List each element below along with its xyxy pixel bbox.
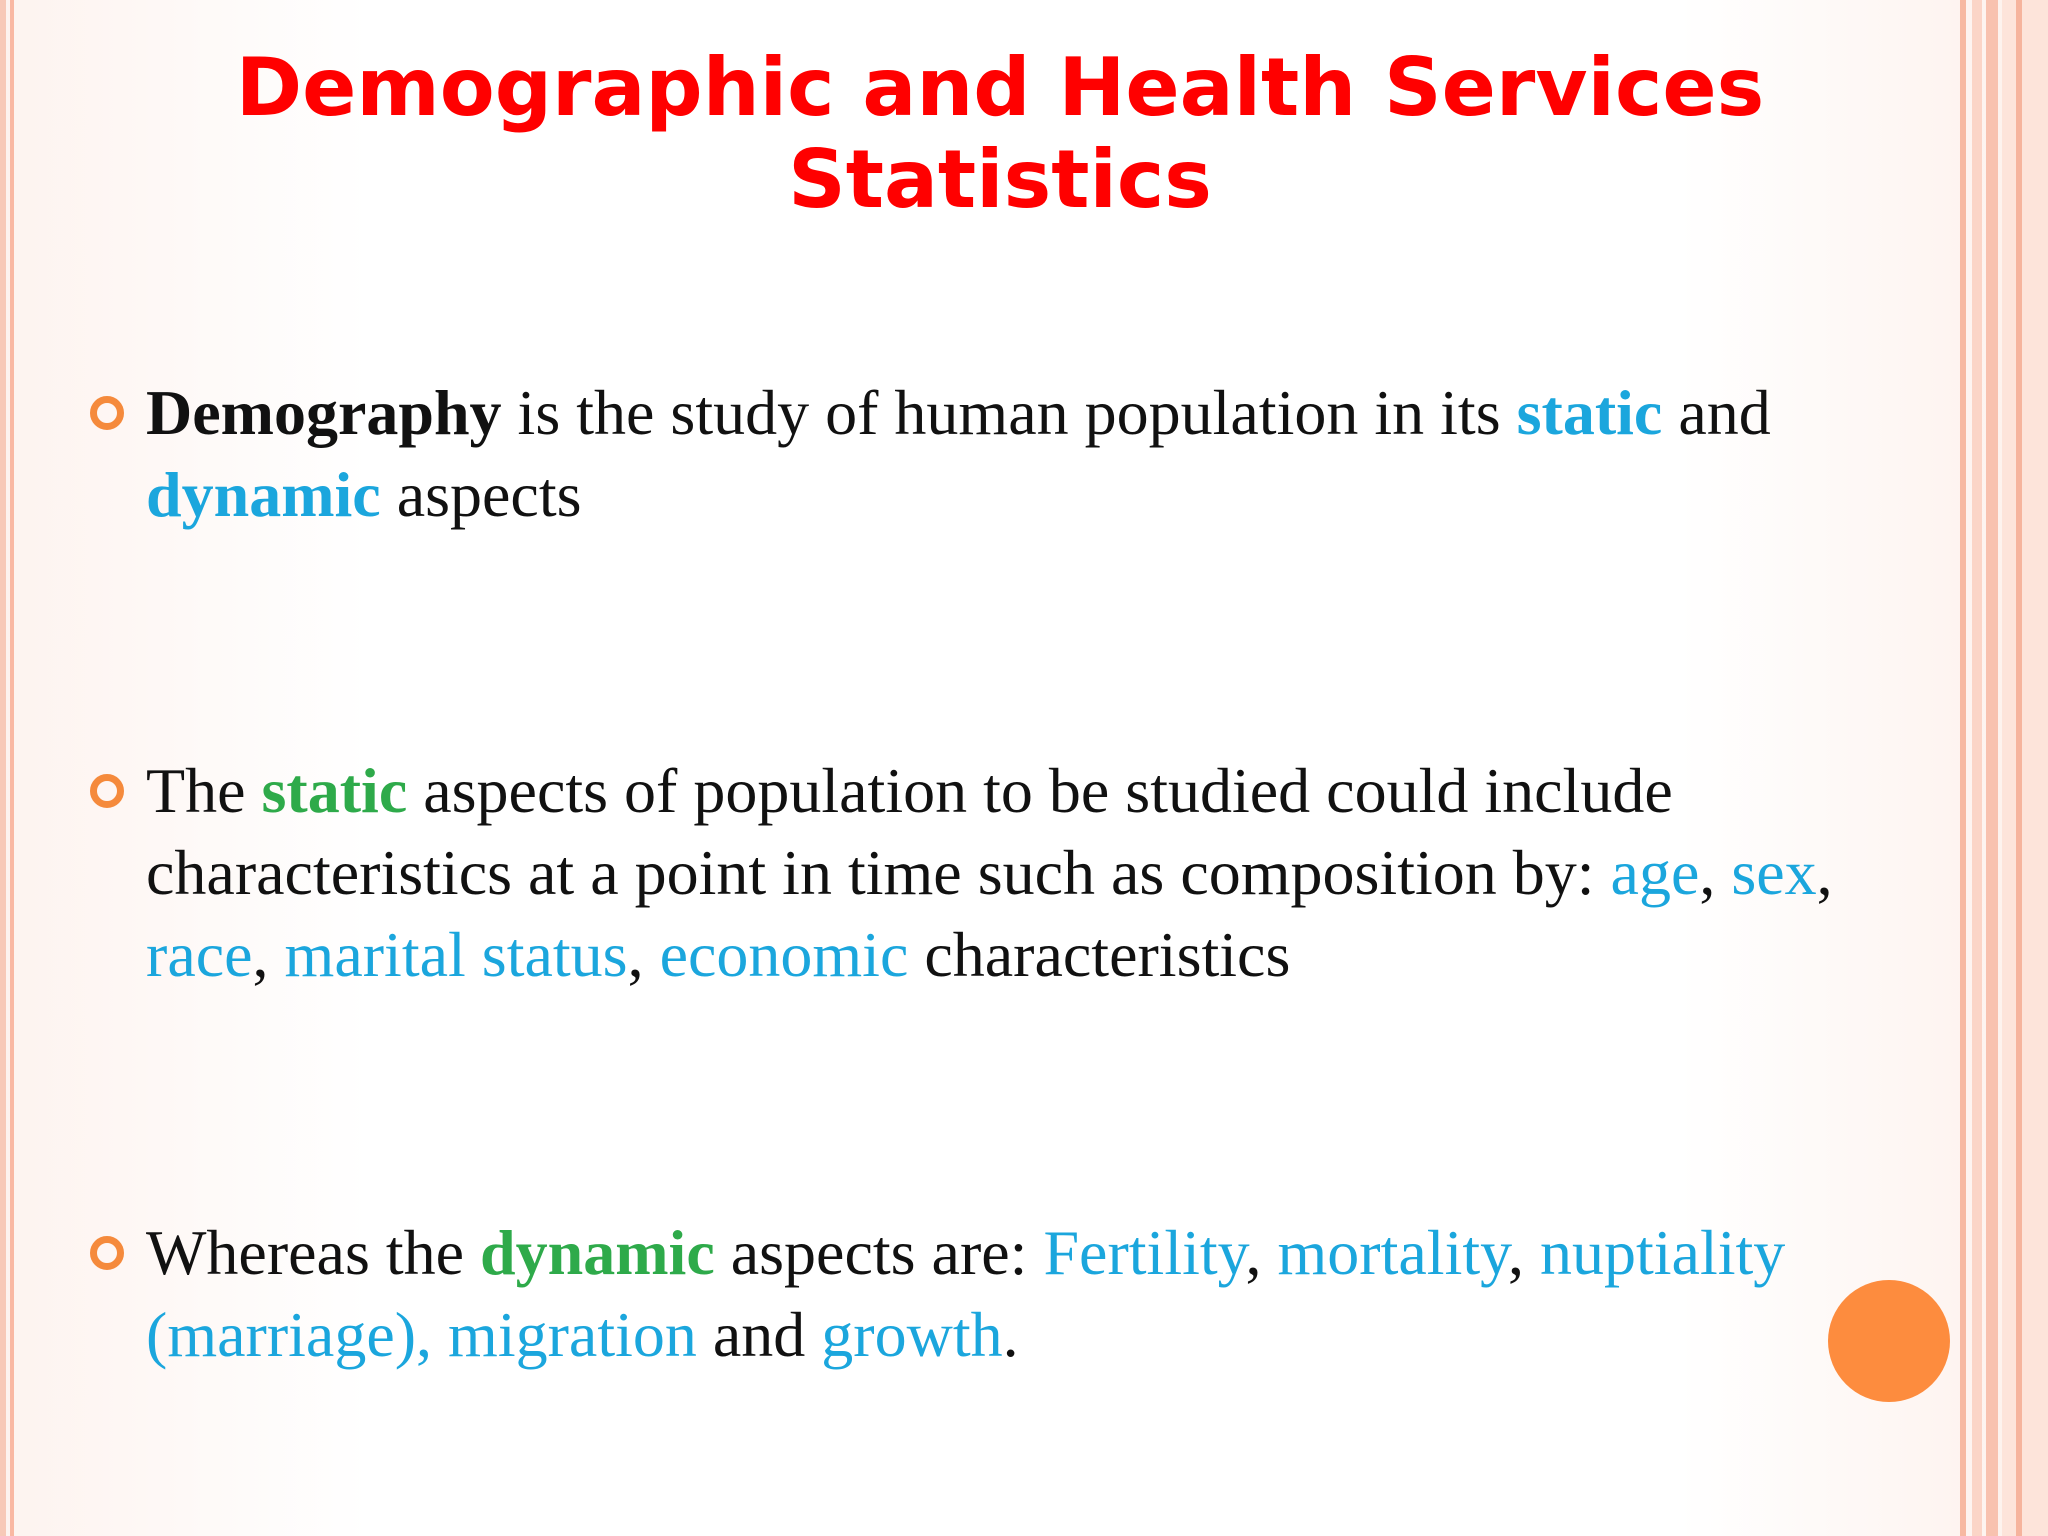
term-growth: growth	[821, 1299, 1003, 1370]
ring-bullet-icon	[90, 1236, 124, 1270]
separator: ,	[1507, 1217, 1540, 1288]
text-segment: Whereas the	[146, 1217, 481, 1288]
bullet-dynamic-aspects	[146, 1212, 1906, 1376]
term-age: age	[1610, 837, 1700, 908]
right-border-stripe	[1960, 0, 1966, 1536]
term-demography: Demography	[146, 377, 502, 448]
text-segment: is the study of human population in its	[501, 377, 1517, 448]
term-fertility: Fertility	[1043, 1217, 1246, 1288]
text-segment: and	[1662, 377, 1771, 448]
orange-circle-icon	[1828, 1280, 1950, 1402]
term-mortality: mortality	[1277, 1217, 1508, 1288]
text-segment: characteristics	[908, 919, 1291, 990]
slide-title	[0, 42, 2000, 226]
text-segment: aspects	[380, 459, 582, 530]
text-segment: The	[146, 755, 262, 826]
term-nuptiality-migration: nuptiality (marriage), migration	[146, 1217, 1786, 1370]
left-border-stripe	[0, 0, 6, 1536]
term-economic: economic	[659, 919, 909, 990]
separator: ,	[627, 919, 660, 990]
separator: ,	[1699, 837, 1732, 908]
right-border-band	[2002, 0, 2048, 1536]
term-race: race	[146, 919, 253, 990]
ring-bullet-icon	[90, 396, 124, 430]
ring-bullet-icon	[90, 774, 124, 808]
term-sex: sex	[1731, 837, 1817, 908]
separator: ,	[1816, 837, 1833, 908]
term-dynamic: dynamic	[146, 459, 381, 530]
separator: ,	[1245, 1217, 1278, 1288]
text-segment: .	[1002, 1299, 1019, 1370]
right-border-stripe	[1986, 0, 1998, 1536]
term-static: static	[1516, 377, 1663, 448]
text-segment: aspects of population to be studied could include characteristics at a point in time such as composition by:	[146, 755, 1673, 908]
bullet-demography-definition	[146, 372, 1906, 536]
term-marital-status: marital status	[284, 919, 628, 990]
slide-title-line-2: Statistics	[788, 133, 1212, 226]
right-border-stripe	[1972, 0, 1982, 1536]
right-border-stripe	[2016, 0, 2022, 1536]
text-segment: and	[696, 1299, 822, 1370]
term-static: static	[261, 755, 408, 826]
term-dynamic: dynamic	[480, 1217, 715, 1288]
bullet-static-aspects	[146, 750, 1906, 996]
separator: ,	[252, 919, 285, 990]
text-segment: aspects are:	[714, 1217, 1044, 1288]
slide-title-line-1: Demographic and Health Services	[235, 41, 1765, 134]
left-border-stripe-inner	[10, 0, 14, 1536]
